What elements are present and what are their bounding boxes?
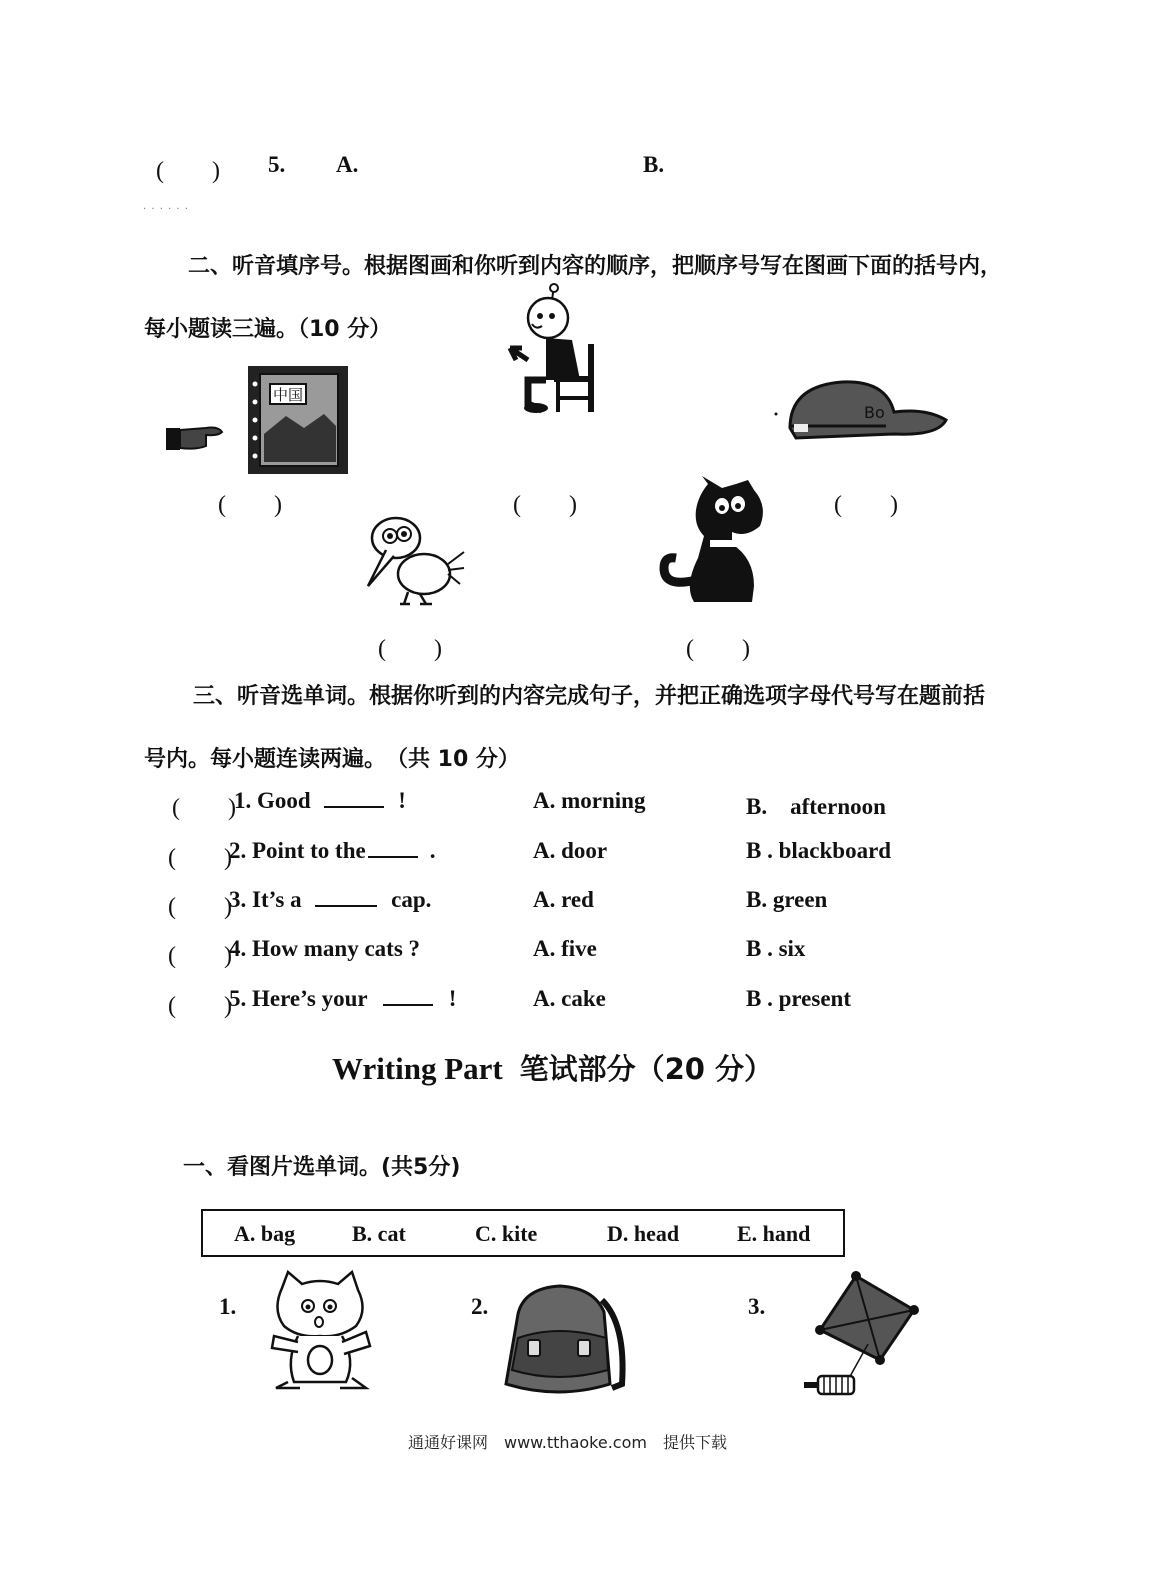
answer-paren-dog[interactable]: ( )	[686, 636, 750, 662]
question-3: 3. It’s a cap.	[229, 887, 432, 912]
answer-paren-q3[interactable]: ( )	[168, 894, 232, 920]
option-b-label: B.	[643, 152, 665, 177]
question-4: 4. How many cats ?	[229, 936, 421, 961]
answer-paren-book[interactable]: ( )	[218, 492, 282, 518]
q4-option-b: B . six	[746, 936, 806, 961]
sit-down-boy-icon	[502, 284, 612, 416]
section2-title-line2: 每小题读三遍。（10 分）	[144, 317, 392, 342]
q2-option-b: B . blackboard	[746, 838, 892, 863]
word-option-b: B. cat	[352, 1221, 406, 1246]
section2-title-line1: 二、听音填序号。根据图画和你听到内容的顺序，把顺序号写在图画下面的括号内，	[188, 254, 1003, 279]
answer-paren-q1[interactable]: ( )	[172, 795, 236, 821]
q5-option-a: A. cake	[533, 986, 606, 1011]
footer-note: 通通好课网 www.tthaoke.com 提供下载	[408, 1433, 727, 1452]
item-number: 5.	[268, 152, 286, 177]
section3-title-line1: 三、听音选单词。根据你听到的内容完成句子，并把正确选项字母代号写在题前括	[193, 684, 986, 709]
answer-paren-q2[interactable]: ( )	[168, 845, 232, 871]
answer-paren-q4[interactable]: ( )	[168, 943, 232, 969]
section3-title-line2: 号内。每小题连读两遍。 （共 10 分）	[144, 747, 520, 772]
writing-section1-title: 一、看图片选单词。(共5分)	[183, 1155, 461, 1180]
q2-option-a: A. door	[533, 838, 608, 863]
question-2: 2. Point to the .	[229, 838, 436, 863]
answer-paren-cap[interactable]: ( )	[834, 492, 898, 518]
question-5: 5. Here’s your !	[229, 986, 457, 1011]
picture-number-1: 1.	[219, 1294, 237, 1319]
answer-paren[interactable]: ( )	[156, 158, 220, 184]
word-option-c: C. kite	[475, 1221, 538, 1246]
book-icon	[246, 364, 350, 476]
cap-icon	[776, 378, 952, 444]
word-option-e: E. hand	[737, 1221, 811, 1246]
word-option-d: D. head	[607, 1221, 680, 1246]
word-option-a: A. bag	[234, 1221, 296, 1246]
svg-text:Bo: Bo	[864, 403, 885, 422]
q1-option-a: A. morning	[533, 788, 646, 813]
q3-option-a: A. red	[533, 887, 594, 912]
q1-option-b: B. afternoon	[746, 794, 886, 819]
pointing-hand-icon	[166, 418, 226, 454]
q5-option-b: B . present	[746, 986, 851, 1011]
question-1: 1. Good !	[234, 788, 406, 813]
bag-icon	[498, 1284, 628, 1400]
option-a-label: A.	[336, 152, 359, 177]
book-cover-text: 中国	[272, 386, 304, 404]
q3-option-b: B. green	[746, 887, 828, 912]
bird-icon	[360, 512, 466, 608]
answer-paren-q5[interactable]: ( )	[168, 993, 232, 1019]
dog-icon	[658, 476, 770, 606]
dotted-separator: · · · · · ·	[143, 204, 189, 215]
picture-number-2: 2.	[471, 1294, 489, 1319]
answer-paren-bird[interactable]: ( )	[378, 636, 442, 662]
writing-part-heading: Writing Part 笔试部分（20 分）	[332, 1051, 774, 1086]
cat-icon	[268, 1270, 374, 1392]
answer-paren-sit[interactable]: ( )	[513, 492, 577, 518]
kite-icon	[798, 1270, 922, 1406]
picture-number-3: 3.	[748, 1294, 766, 1319]
q4-option-a: A. five	[533, 936, 597, 961]
